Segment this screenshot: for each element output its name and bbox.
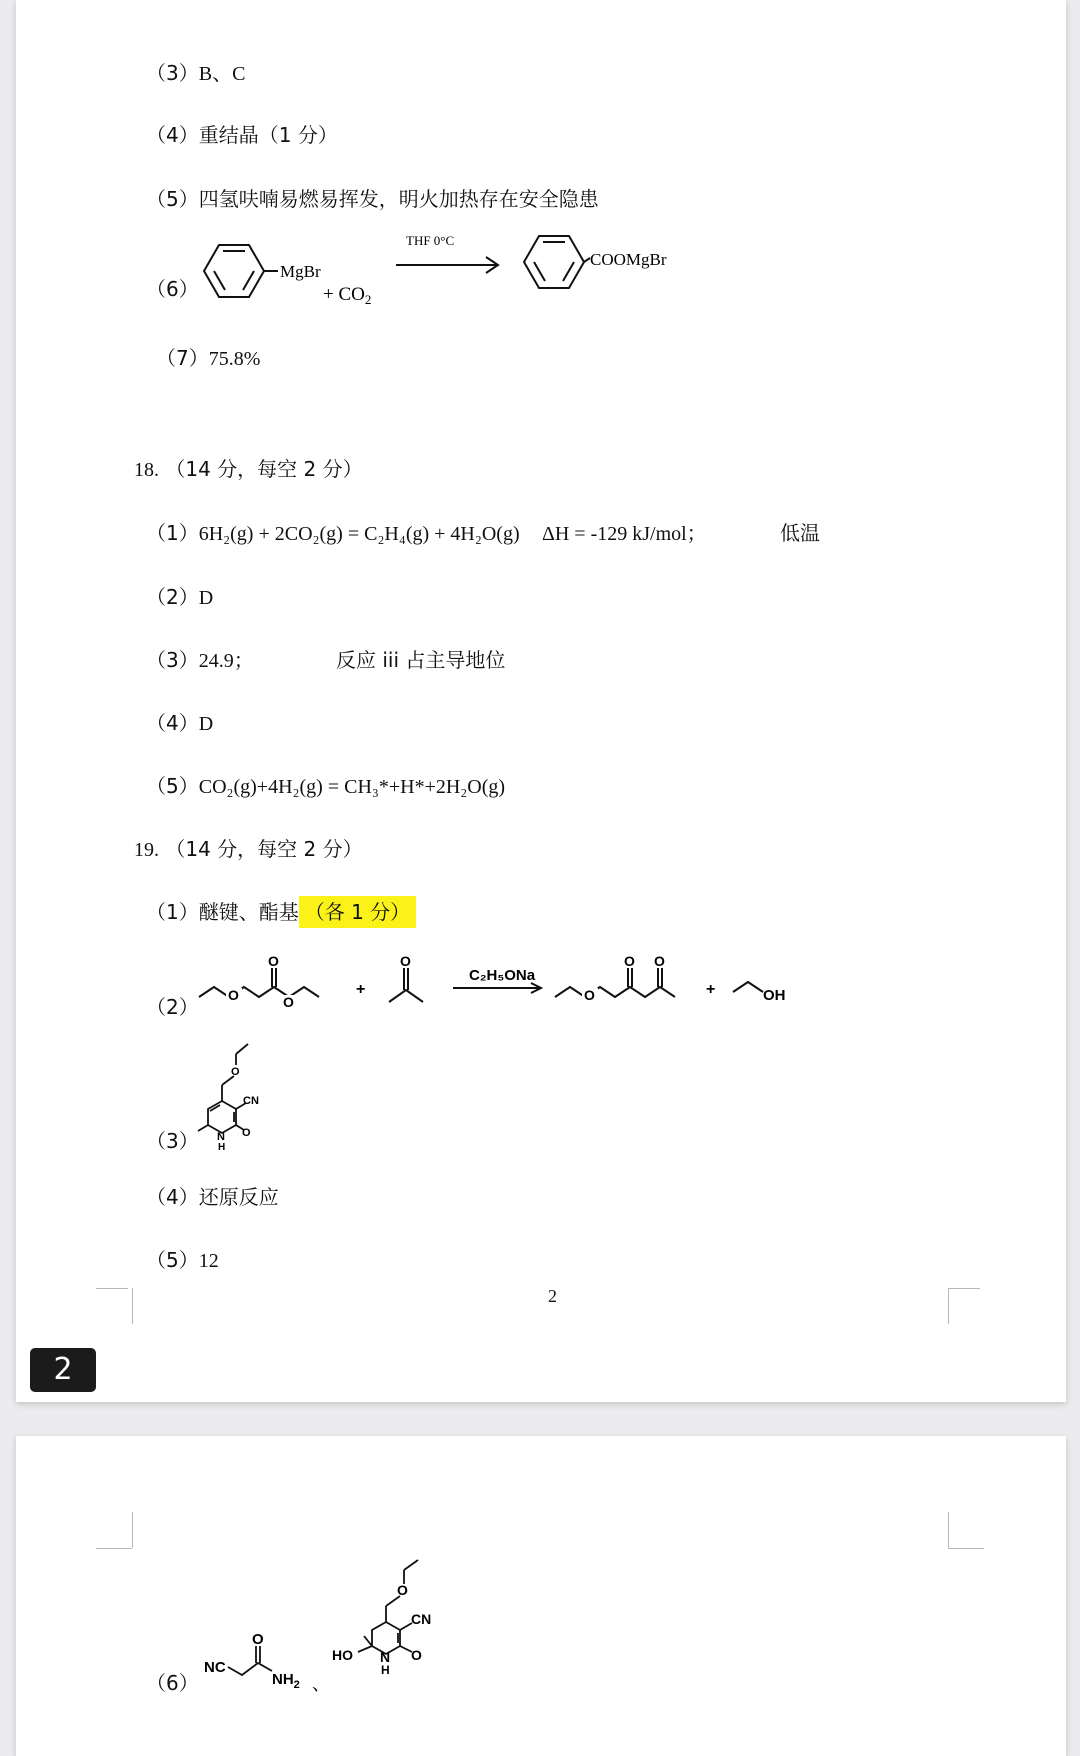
answer-text: D xyxy=(198,713,214,735)
coomgbr-label: COOMgBr xyxy=(590,250,667,269)
item-number: （2） xyxy=(146,585,199,609)
answer-18-1-extra: 低温 xyxy=(780,521,820,545)
oxygen-label: O xyxy=(252,1631,264,1648)
pyridone-bonds xyxy=(198,1044,248,1133)
answer-18-3 xyxy=(146,647,254,674)
item-number: （3） xyxy=(146,648,199,672)
answer-18-1 xyxy=(146,520,707,547)
oxygen-label: O xyxy=(400,953,411,969)
item-number: （5） xyxy=(146,774,199,798)
question-points: （14 分，每空 2 分） xyxy=(165,457,363,481)
answer-text: 醚键、酯基 xyxy=(198,900,299,924)
plus-sign: + xyxy=(706,981,716,998)
oxygen-label: O xyxy=(231,1066,240,1078)
item-number: （1） xyxy=(146,521,199,545)
answer-19-6-number: （6） xyxy=(146,1671,199,1695)
crop-mark xyxy=(96,1288,128,1289)
ethyl-ester-reactant xyxy=(199,968,319,997)
reaction-arrow xyxy=(396,257,498,273)
oxygen-label: O xyxy=(654,953,665,969)
answer-text: 24.9； xyxy=(198,650,254,672)
hydroxy-pyridone-bonds xyxy=(358,1560,418,1654)
cyanoacetamide-bonds xyxy=(228,1646,272,1675)
ethanol-product xyxy=(733,982,763,992)
answer-text: 12 xyxy=(198,1250,219,1272)
document-page-1 xyxy=(16,0,1066,1402)
oxygen-label: O xyxy=(624,953,635,969)
oxygen-label: O xyxy=(228,987,239,1003)
answer-19-5 xyxy=(146,1247,219,1274)
answer-text: 还原反应 xyxy=(198,1185,279,1209)
keto-ester-product xyxy=(555,968,675,997)
crop-mark xyxy=(132,1288,133,1324)
reaction-reagent: C₂H₅ONa xyxy=(469,967,536,984)
co2-label: + $CO_2$ xyxy=(323,284,372,307)
question-18-header xyxy=(134,456,363,483)
answer-text: 重结晶（1 分） xyxy=(198,123,338,147)
crop-mark xyxy=(96,1548,132,1549)
acetone-reactant xyxy=(389,968,423,1002)
answer-18-5 xyxy=(146,773,505,800)
question-points: （14 分，每空 2 分） xyxy=(165,837,363,861)
answer-18-2 xyxy=(146,584,213,611)
item-number: （4） xyxy=(146,711,199,735)
crop-mark xyxy=(948,1548,984,1549)
item-number: （5） xyxy=(146,1248,199,1272)
carbonyl-oxygen-label: O xyxy=(242,1127,251,1139)
answer-17-6-number: （6） xyxy=(146,277,199,301)
question-number: 19. xyxy=(134,839,159,861)
item-number: （3） xyxy=(146,61,199,85)
item-number: （5） xyxy=(146,187,199,211)
oxygen-label: O xyxy=(283,994,294,1010)
separator: 、 xyxy=(312,1674,330,1695)
crop-mark xyxy=(132,1512,133,1548)
reaction-conditions: THF 0°C xyxy=(406,233,455,248)
question-19-header xyxy=(134,836,363,863)
answer-text: 四氢呋喃易燃易挥发，明火加热存在安全隐患 xyxy=(198,187,599,211)
item-number: （4） xyxy=(146,1185,199,1209)
answer-text: D xyxy=(198,587,214,609)
document-page-2 xyxy=(16,1436,1066,1756)
answer-19-4 xyxy=(146,1184,279,1210)
item-number: （4） xyxy=(146,123,199,147)
reaction-scheme-19-2 xyxy=(16,940,1066,1040)
answer-text: B、C xyxy=(198,63,246,85)
answer-17-7 xyxy=(156,345,260,372)
question-number: 18. xyxy=(134,459,159,481)
mgbr-label: MgBr xyxy=(280,262,321,281)
enthalpy-text: ΔH = -129 kJ/mol； xyxy=(541,523,707,545)
crop-mark xyxy=(948,1288,980,1289)
reaction-arrow xyxy=(453,983,541,993)
answer-18-3-extra: 反应 iii 占主导地位 xyxy=(336,648,506,672)
hydroxyl-label: HO xyxy=(332,1647,353,1663)
oxygen-label: O xyxy=(268,953,279,969)
hydroxyl-label: OH xyxy=(763,987,786,1004)
highlighted-text: （各 1 分） xyxy=(299,896,416,928)
amide-label: $NH_2$ xyxy=(272,1671,300,1691)
nitrile-label: NC xyxy=(204,1659,226,1676)
oxygen-label: O xyxy=(397,1582,408,1598)
reaction-scheme-17-6 xyxy=(16,0,1066,330)
equation-text: 6H₂(g) + 2CO₂(g) = C₂H₄(g) + 4H₂O(g) xyxy=(198,523,520,545)
cyano-label: CN xyxy=(411,1611,432,1627)
equation-text: CO₂(g)+4H₂(g) = CH₃*+H*+2H₂O(g) xyxy=(198,776,506,798)
benzene-ring-reactant xyxy=(204,245,278,297)
answer-text: 75.8% xyxy=(208,348,261,370)
cyano-label: CN xyxy=(243,1095,259,1107)
item-number: （7） xyxy=(156,346,209,370)
carbonyl-oxygen-label: O xyxy=(411,1647,422,1663)
hydrogen-label: H xyxy=(381,1663,390,1677)
page-number: 2 xyxy=(548,1286,557,1306)
answer-19-1 xyxy=(146,899,416,925)
oxygen-label: O xyxy=(584,987,595,1003)
benzene-ring-product xyxy=(524,236,590,288)
item-number: （1） xyxy=(146,900,199,924)
crop-mark xyxy=(948,1288,949,1324)
hydrogen-label: H xyxy=(218,1142,226,1153)
pyridone-structure-19-3 xyxy=(176,1040,316,1160)
answer-19-3-number: （3） xyxy=(146,1129,199,1153)
nitrogen-label: N xyxy=(380,1649,391,1665)
structures-19-6 xyxy=(186,1556,506,1706)
page-indicator-badge: 2 xyxy=(30,1348,96,1392)
crop-mark xyxy=(948,1512,949,1548)
answer-18-4 xyxy=(146,710,213,737)
plus-sign: + xyxy=(356,981,366,998)
nitrogen-label: N xyxy=(217,1131,225,1143)
answer-19-2-number: （2） xyxy=(146,995,199,1019)
